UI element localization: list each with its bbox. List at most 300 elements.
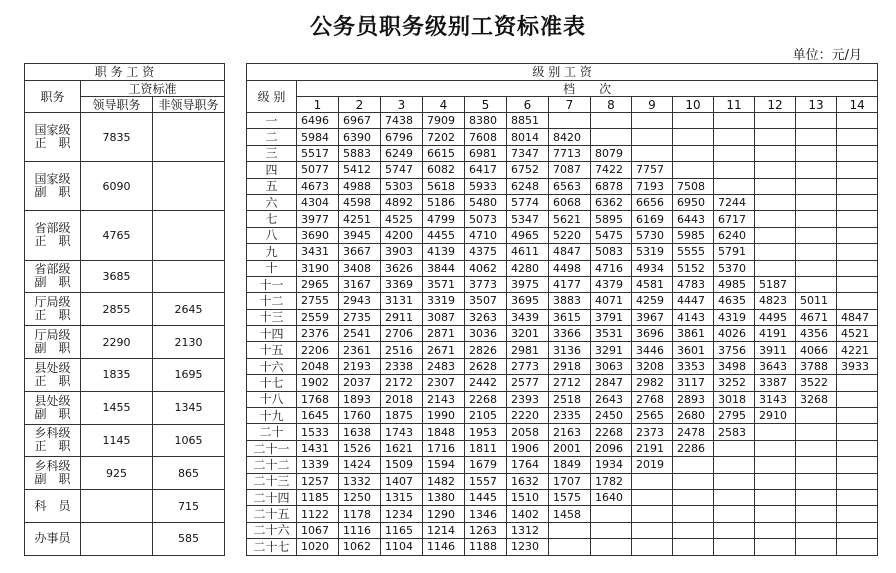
salary-cell: 7909: [423, 113, 465, 129]
salary-cell: 4671: [796, 309, 837, 325]
salary-cell: 1445: [465, 489, 507, 505]
salary-cell: 1185: [297, 489, 339, 505]
salary-cell: 2442: [465, 375, 507, 391]
grade-label: 十六: [247, 358, 297, 374]
salary-cell: 3667: [339, 244, 381, 260]
duty-name-line: 正 职: [34, 308, 71, 323]
salary-cell: 3143: [755, 391, 796, 407]
salary-cell: 2373: [632, 424, 673, 440]
salary-cell: 5747: [381, 162, 423, 178]
salary-cell: 5303: [381, 178, 423, 194]
salary-cell: [673, 129, 714, 145]
grade-label: 七: [247, 211, 297, 227]
salary-cell: 4847: [549, 244, 591, 260]
salary-cell: 3615: [549, 309, 591, 325]
position-column-header: 职务: [25, 81, 81, 113]
salary-cell: 7347: [507, 145, 549, 161]
salary-cell: 1402: [507, 506, 549, 522]
salary-cell: 1290: [423, 506, 465, 522]
salary-cell: 7202: [423, 129, 465, 145]
salary-cell: [673, 113, 714, 129]
salary-cell: [796, 539, 837, 555]
salary-cell: 2918: [549, 358, 591, 374]
salary-cell: 7244: [714, 194, 755, 210]
duty-name: [25, 424, 81, 457]
salary-cell: [837, 391, 878, 407]
leader-salary: 2855: [81, 293, 153, 326]
salary-cell: [755, 424, 796, 440]
grade-row: [247, 326, 878, 342]
salary-cell: 2058: [507, 424, 549, 440]
salary-cell: [837, 506, 878, 522]
salary-cell: [837, 489, 878, 505]
grade-label: 十三: [247, 309, 297, 325]
salary-cell: 2943: [339, 293, 381, 309]
duty-name-line: 正 职: [34, 136, 71, 151]
duty-name-line: 国家级: [34, 172, 71, 187]
salary-cell: 3369: [381, 276, 423, 292]
duty-name: [25, 260, 81, 293]
step-header: 10: [673, 97, 714, 113]
salary-cell: 2910: [755, 408, 796, 424]
duty-name-line: 正 职: [34, 439, 71, 454]
grade-label: 十七: [247, 375, 297, 391]
duty-row: [25, 326, 225, 359]
salary-cell: 6752: [507, 162, 549, 178]
salary-cell: [632, 522, 673, 538]
salary-cell: 3531: [591, 326, 632, 342]
grade-row: [247, 293, 878, 309]
salary-cell: 3353: [673, 358, 714, 374]
salary-cell: [837, 424, 878, 440]
salary-cell: 5555: [673, 244, 714, 260]
duty-name-line: 县处级: [34, 393, 71, 408]
salary-cell: 5083: [591, 244, 632, 260]
grade-label: 二十二: [247, 457, 297, 473]
salary-cell: 3117: [673, 375, 714, 391]
salary-cell: 1509: [381, 457, 423, 473]
grade-label: 二十: [247, 424, 297, 440]
salary-cell: 1214: [423, 522, 465, 538]
salary-cell: [591, 539, 632, 555]
salary-cell: 1557: [465, 473, 507, 489]
salary-cell: 3201: [507, 326, 549, 342]
grade-row: [247, 244, 878, 260]
salary-cell: 1458: [549, 506, 591, 522]
salary-cell: [714, 162, 755, 178]
duty-row: [25, 162, 225, 211]
salary-cell: 2871: [423, 326, 465, 342]
salary-cell: 3252: [714, 375, 755, 391]
grade-row: [247, 457, 878, 473]
nonleader-salary: 2130: [153, 326, 225, 359]
salary-cell: [755, 113, 796, 129]
salary-cell: 3131: [381, 293, 423, 309]
leader-salary: 1455: [81, 391, 153, 424]
grade-label: 二十三: [247, 473, 297, 489]
salary-cell: 4062: [465, 260, 507, 276]
salary-cell: [796, 211, 837, 227]
salary-cell: 1104: [381, 539, 423, 555]
nonleader-salary: [153, 113, 225, 162]
duty-name-line: 副 职: [34, 275, 71, 290]
salary-cell: [837, 440, 878, 456]
duty-name-line: 副 职: [34, 406, 71, 421]
salary-cell: 3498: [714, 358, 755, 374]
leader-salary: 4765: [81, 211, 153, 260]
salary-cell: 5933: [465, 178, 507, 194]
salary-cell: 2376: [297, 326, 339, 342]
salary-cell: 1178: [339, 506, 381, 522]
salary-cell: 1067: [297, 522, 339, 538]
grade-label: 二十七: [247, 539, 297, 555]
step-header: 11: [714, 97, 755, 113]
salary-cell: [837, 522, 878, 538]
salary-cell: [837, 178, 878, 194]
salary-cell: 2826: [465, 342, 507, 358]
salary-cell: [755, 457, 796, 473]
salary-cell: 5475: [591, 227, 632, 243]
salary-cell: 4892: [381, 194, 423, 210]
salary-cell: 2712: [549, 375, 591, 391]
salary-cell: 2516: [381, 342, 423, 358]
duty-salary-header: 职 务 工 资: [25, 64, 225, 81]
duty-name: [25, 358, 81, 391]
nonleader-salary: [153, 211, 225, 260]
salary-cell: 3967: [632, 309, 673, 325]
salary-cell: 3975: [507, 276, 549, 292]
salary-cell: [632, 489, 673, 505]
salary-cell: 1645: [297, 408, 339, 424]
salary-cell: 8851: [507, 113, 549, 129]
duty-row: [25, 358, 225, 391]
salary-cell: 5895: [591, 211, 632, 227]
leader-salary: 925: [81, 457, 153, 490]
leader-salary: 1835: [81, 358, 153, 391]
salary-cell: 1533: [297, 424, 339, 440]
nonleader-salary: [153, 260, 225, 293]
grade-row: [247, 129, 878, 145]
salary-cell: [796, 440, 837, 456]
salary-cell: [549, 522, 591, 538]
salary-cell: [714, 489, 755, 505]
salary-cell: 4673: [297, 178, 339, 194]
step-header: 2: [339, 97, 381, 113]
leader-salary: 6090: [81, 162, 153, 211]
standard-column-header: 工资标准: [81, 81, 225, 97]
salary-cell: 1424: [339, 457, 381, 473]
salary-cell: 1849: [549, 457, 591, 473]
salary-cell: [714, 522, 755, 538]
salary-cell: [714, 129, 755, 145]
salary-cell: 1893: [339, 391, 381, 407]
salary-cell: 3903: [381, 244, 423, 260]
duty-row: [25, 391, 225, 424]
salary-cell: 2577: [507, 375, 549, 391]
salary-cell: 3507: [465, 293, 507, 309]
salary-cell: 6249: [381, 145, 423, 161]
salary-cell: 3756: [714, 342, 755, 358]
grade-label: 六: [247, 194, 297, 210]
grade-row: [247, 342, 878, 358]
nonleader-salary: 865: [153, 457, 225, 490]
salary-cell: [837, 293, 878, 309]
grade-label: 一: [247, 113, 297, 129]
salary-cell: 2565: [632, 408, 673, 424]
duty-name: [25, 326, 81, 359]
salary-cell: 1764: [507, 457, 549, 473]
salary-cell: [837, 113, 878, 129]
salary-cell: 2768: [632, 391, 673, 407]
salary-cell: 2755: [297, 293, 339, 309]
salary-cell: [837, 211, 878, 227]
nonleader-salary: 2645: [153, 293, 225, 326]
salary-cell: 5220: [549, 227, 591, 243]
grade-column-header: 级 别: [247, 81, 297, 113]
salary-cell: 1743: [381, 424, 423, 440]
salary-cell: 2518: [549, 391, 591, 407]
salary-cell: 2338: [381, 358, 423, 374]
salary-cell: 1332: [339, 473, 381, 489]
salary-cell: [714, 506, 755, 522]
salary-cell: [714, 539, 755, 555]
salary-cell: 4375: [465, 244, 507, 260]
salary-cell: 3063: [591, 358, 632, 374]
salary-cell: 2019: [632, 457, 673, 473]
salary-cell: 4495: [755, 309, 796, 325]
salary-cell: 5517: [297, 145, 339, 161]
salary-cell: [755, 244, 796, 260]
salary-cell: 1263: [465, 522, 507, 538]
salary-cell: 5077: [297, 162, 339, 178]
duty-name-line: 省部级: [34, 262, 71, 277]
salary-cell: 4139: [423, 244, 465, 260]
salary-cell: [837, 457, 878, 473]
salary-cell: 2541: [339, 326, 381, 342]
salary-cell: 2172: [381, 375, 423, 391]
salary-cell: 2680: [673, 408, 714, 424]
salary-cell: 1312: [507, 522, 549, 538]
salary-cell: [796, 260, 837, 276]
salary-cell: [796, 129, 837, 145]
grade-row: [247, 113, 878, 129]
salary-cell: [796, 506, 837, 522]
salary-cell: 3690: [297, 227, 339, 243]
salary-cell: 2478: [673, 424, 714, 440]
salary-cell: 1768: [297, 391, 339, 407]
salary-cell: 7193: [632, 178, 673, 194]
duty-name-line: 厅局级: [34, 328, 71, 343]
grade-label: 二十五: [247, 506, 297, 522]
salary-cell: 2735: [339, 309, 381, 325]
salary-cell: 2982: [632, 375, 673, 391]
salary-cell: [755, 211, 796, 227]
salary-cell: 4177: [549, 276, 591, 292]
salary-cell: 4498: [549, 260, 591, 276]
step-header: 9: [632, 97, 673, 113]
salary-cell: 2671: [423, 342, 465, 358]
duty-name: [25, 162, 81, 211]
grade-row: [247, 358, 878, 374]
salary-cell: 6981: [465, 145, 507, 161]
salary-cell: 5791: [714, 244, 755, 260]
salary-cell: 4934: [632, 260, 673, 276]
leader-salary: [81, 522, 153, 555]
salary-cell: [755, 227, 796, 243]
salary-cell: [755, 129, 796, 145]
grade-label: 十一: [247, 276, 297, 292]
salary-cell: [837, 227, 878, 243]
salary-cell: [837, 244, 878, 260]
grade-label: 五: [247, 178, 297, 194]
salary-cell: 3933: [837, 358, 878, 374]
salary-cell: 4525: [381, 211, 423, 227]
salary-cell: 4521: [837, 326, 878, 342]
duty-name-line: 正 职: [34, 234, 71, 249]
salary-cell: 4611: [507, 244, 549, 260]
salary-cell: [632, 129, 673, 145]
grade-row: [247, 440, 878, 456]
duty-row: [25, 260, 225, 293]
step-header: 5: [465, 97, 507, 113]
salary-cell: [673, 145, 714, 161]
leader-salary: 7835: [81, 113, 153, 162]
unit-label: 单位：元/月: [792, 48, 862, 63]
salary-cell: [837, 260, 878, 276]
duty-name-line: 副 职: [34, 341, 71, 356]
salary-cell: [632, 506, 673, 522]
salary-cell: 1640: [591, 489, 632, 505]
nonleader-column-header: 非领导职务: [153, 97, 225, 113]
salary-cell: 8014: [507, 129, 549, 145]
grade-label: 八: [247, 227, 297, 243]
salary-cell: 1906: [507, 440, 549, 456]
salary-cell: 1407: [381, 473, 423, 489]
salary-cell: 1594: [423, 457, 465, 473]
salary-cell: 4985: [714, 276, 755, 292]
salary-cell: 2163: [549, 424, 591, 440]
grade-row: [247, 211, 878, 227]
salary-cell: [837, 194, 878, 210]
salary-cell: 1526: [339, 440, 381, 456]
salary-cell: 1339: [297, 457, 339, 473]
salary-cell: [796, 522, 837, 538]
grade-row: [247, 489, 878, 505]
salary-cell: 5984: [297, 129, 339, 145]
salary-cell: [796, 145, 837, 161]
salary-cell: [755, 522, 796, 538]
duty-name-line: 省部级: [34, 221, 71, 236]
salary-cell: 3695: [507, 293, 549, 309]
salary-cell: [591, 506, 632, 522]
salary-cell: 4026: [714, 326, 755, 342]
salary-cell: 3791: [591, 309, 632, 325]
salary-cell: 2286: [673, 440, 714, 456]
salary-cell: 2628: [465, 358, 507, 374]
grade-label: 二: [247, 129, 297, 145]
salary-cell: 5347: [507, 211, 549, 227]
salary-cell: 5319: [632, 244, 673, 260]
salary-cell: 2706: [381, 326, 423, 342]
salary-cell: [755, 489, 796, 505]
salary-cell: [632, 473, 673, 489]
grade-salary-header: 级 别 工 资: [247, 64, 878, 81]
salary-cell: 1848: [423, 424, 465, 440]
salary-cell: [714, 473, 755, 489]
salary-cell: 3167: [339, 276, 381, 292]
grade-label: 九: [247, 244, 297, 260]
nonleader-salary: 715: [153, 490, 225, 523]
salary-cell: 4071: [591, 293, 632, 309]
salary-cell: 3431: [297, 244, 339, 260]
salary-cell: 3773: [465, 276, 507, 292]
salary-cell: 7713: [549, 145, 591, 161]
duty-name-line: 县处级: [34, 360, 71, 375]
salary-cell: 4447: [673, 293, 714, 309]
salary-cell: 3136: [549, 342, 591, 358]
salary-cell: 3977: [297, 211, 339, 227]
salary-cell: 1234: [381, 506, 423, 522]
salary-cell: 4823: [755, 293, 796, 309]
grade-label: 二十四: [247, 489, 297, 505]
salary-cell: 6169: [632, 211, 673, 227]
duty-row: [25, 211, 225, 260]
salary-cell: [673, 473, 714, 489]
salary-cell: 7508: [673, 178, 714, 194]
salary-cell: 6563: [549, 178, 591, 194]
salary-cell: [796, 194, 837, 210]
salary-cell: 4304: [297, 194, 339, 210]
salary-cell: 6656: [632, 194, 673, 210]
salary-cell: 1020: [297, 539, 339, 555]
salary-cell: [755, 440, 796, 456]
salary-cell: [837, 129, 878, 145]
salary-cell: 7608: [465, 129, 507, 145]
step-header: 6: [507, 97, 549, 113]
salary-cell: [837, 539, 878, 555]
salary-cell: 3571: [423, 276, 465, 292]
salary-cell: 6248: [507, 178, 549, 194]
step-header: 7: [549, 97, 591, 113]
salary-cell: [591, 129, 632, 145]
salary-cell: 4581: [632, 276, 673, 292]
duty-row: [25, 424, 225, 457]
salary-cell: 4319: [714, 309, 755, 325]
duty-name: [25, 293, 81, 326]
salary-cell: 2220: [507, 408, 549, 424]
salary-cell: 2048: [297, 358, 339, 374]
salary-cell: 1431: [297, 440, 339, 456]
salary-cell: 4379: [591, 276, 632, 292]
salary-cell: 3788: [796, 358, 837, 374]
salary-cell: 3883: [549, 293, 591, 309]
salary-cell: 1811: [465, 440, 507, 456]
salary-cell: [714, 440, 755, 456]
salary-cell: [755, 162, 796, 178]
salary-cell: [755, 506, 796, 522]
grade-row: [247, 178, 878, 194]
salary-cell: 4143: [673, 309, 714, 325]
salary-cell: [837, 375, 878, 391]
salary-cell: 3601: [673, 342, 714, 358]
salary-cell: 6796: [381, 129, 423, 145]
salary-cell: 2559: [297, 309, 339, 325]
salary-cell: 5186: [423, 194, 465, 210]
salary-cell: [796, 178, 837, 194]
grade-row: [247, 309, 878, 325]
salary-cell: 6878: [591, 178, 632, 194]
grade-row: [247, 375, 878, 391]
